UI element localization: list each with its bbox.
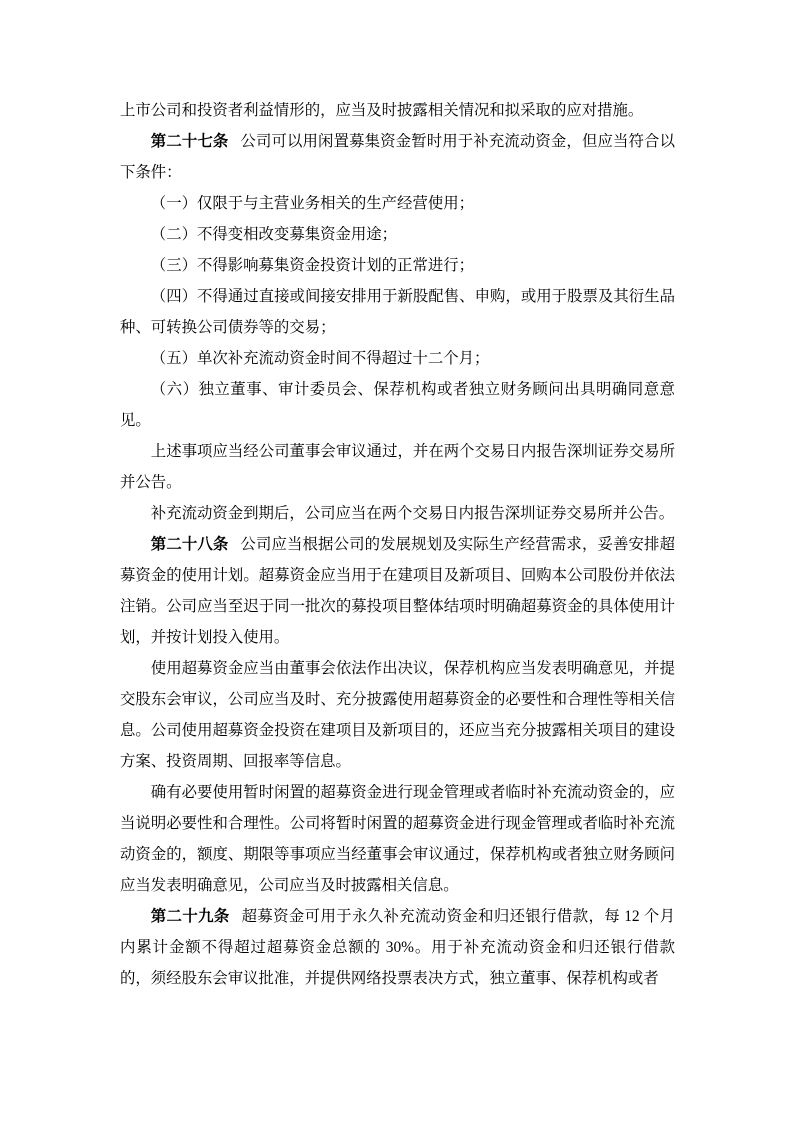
paragraph-text: （一）仅限于与主营业务相关的生产经营使用； bbox=[150, 195, 475, 212]
paragraph-text: （三）不得影响募集资金投资计划的正常进行； bbox=[150, 257, 475, 274]
paragraph-expiry-report bbox=[120, 498, 675, 529]
paragraph-article-28 bbox=[120, 529, 675, 653]
document-body bbox=[120, 95, 675, 994]
paragraph-article-29 bbox=[120, 901, 675, 994]
paragraph-superraised-decision bbox=[120, 653, 675, 777]
paragraph-continuation bbox=[120, 95, 675, 126]
paragraph-idle-funds bbox=[120, 777, 675, 901]
article-number: 第二十八条 bbox=[150, 536, 229, 553]
paragraph-clause-6 bbox=[120, 374, 675, 436]
paragraph-text: 使用超募资金应当由董事会依法作出决议，保荐机构应当发表明确意见，并提交股东会审议，公司应当及时、充分披露使用超募资金的必要性和合理性等相关信息。公司使用超募资金投资在建项目及新项目的，还应当充分披露相关项目的建设方案、投资周期、回报率等信息。 bbox=[120, 660, 675, 770]
paragraph-text: 超募资金可用于永久补充流动资金和归还银行借款，每 12 个月内累计金额不得超过超募资金总额的 30%。用于补充流动资金和归还银行借款的，须经股东会审议批准，并提供网络投票表决方式，独立董事、保荐机构或者 bbox=[120, 908, 675, 987]
paragraph-text: （五）单次补充流动资金时间不得超过十二个月； bbox=[150, 350, 490, 367]
article-number: 第二十九条 bbox=[150, 908, 230, 925]
paragraph-text: （四）不得通过直接或间接安排用于新股配售、申购，或用于股票及其衍生品种、可转换公司债券等的交易； bbox=[120, 288, 675, 336]
paragraph-clause-2 bbox=[120, 219, 675, 250]
paragraph-clause-5 bbox=[120, 343, 675, 374]
paragraph-text: 上述事项应当经公司董事会审议通过，并在两个交易日内报告深圳证券交易所并公告。 bbox=[120, 443, 675, 491]
paragraph-text: （六）独立董事、审计委员会、保荐机构或者独立财务顾问出具明确同意意见。 bbox=[120, 381, 675, 429]
article-number: 第二十七条 bbox=[150, 133, 229, 150]
paragraph-article-27 bbox=[120, 126, 675, 188]
paragraph-text: 上市公司和投资者利益情形的，应当及时披露相关情况和拟采取的应对措施。 bbox=[120, 102, 644, 119]
paragraph-board-approval bbox=[120, 436, 675, 498]
paragraph-text: 公司可以用闲置募集资金暂时用于补充流动资金，但应当符合以下条件： bbox=[120, 133, 675, 181]
paragraph-clause-1 bbox=[120, 188, 675, 219]
paragraph-clause-3 bbox=[120, 250, 675, 281]
paragraph-text: （二）不得变相改变募集资金用途； bbox=[150, 226, 398, 243]
paragraph-text: 补充流动资金到期后，公司应当在两个交易日内报告深圳证券交易所并公告。 bbox=[150, 505, 675, 522]
paragraph-clause-4 bbox=[120, 281, 675, 343]
paragraph-text: 公司应当根据公司的发展规划及实际生产经营需求，妥善安排超募资金的使用计划。超募资金应当用于在建项目及新项目、回购本公司股份并依法注销。公司应当至迟于同一批次的募投项目整体结项时明确超募资金的具体使用计划，并按计划投入使用。 bbox=[120, 536, 675, 646]
paragraph-text: 确有必要使用暂时闲置的超募资金进行现金管理或者临时补充流动资金的，应当说明必要性和合理性。公司将暂时闲置的超募资金进行现金管理或者临时补充流动资金的，额度、期限等事项应当经董事会审议通过，保荐机构或者独立财务顾问应当发表明确意见，公司应当及时披露相关信息。 bbox=[120, 784, 675, 894]
